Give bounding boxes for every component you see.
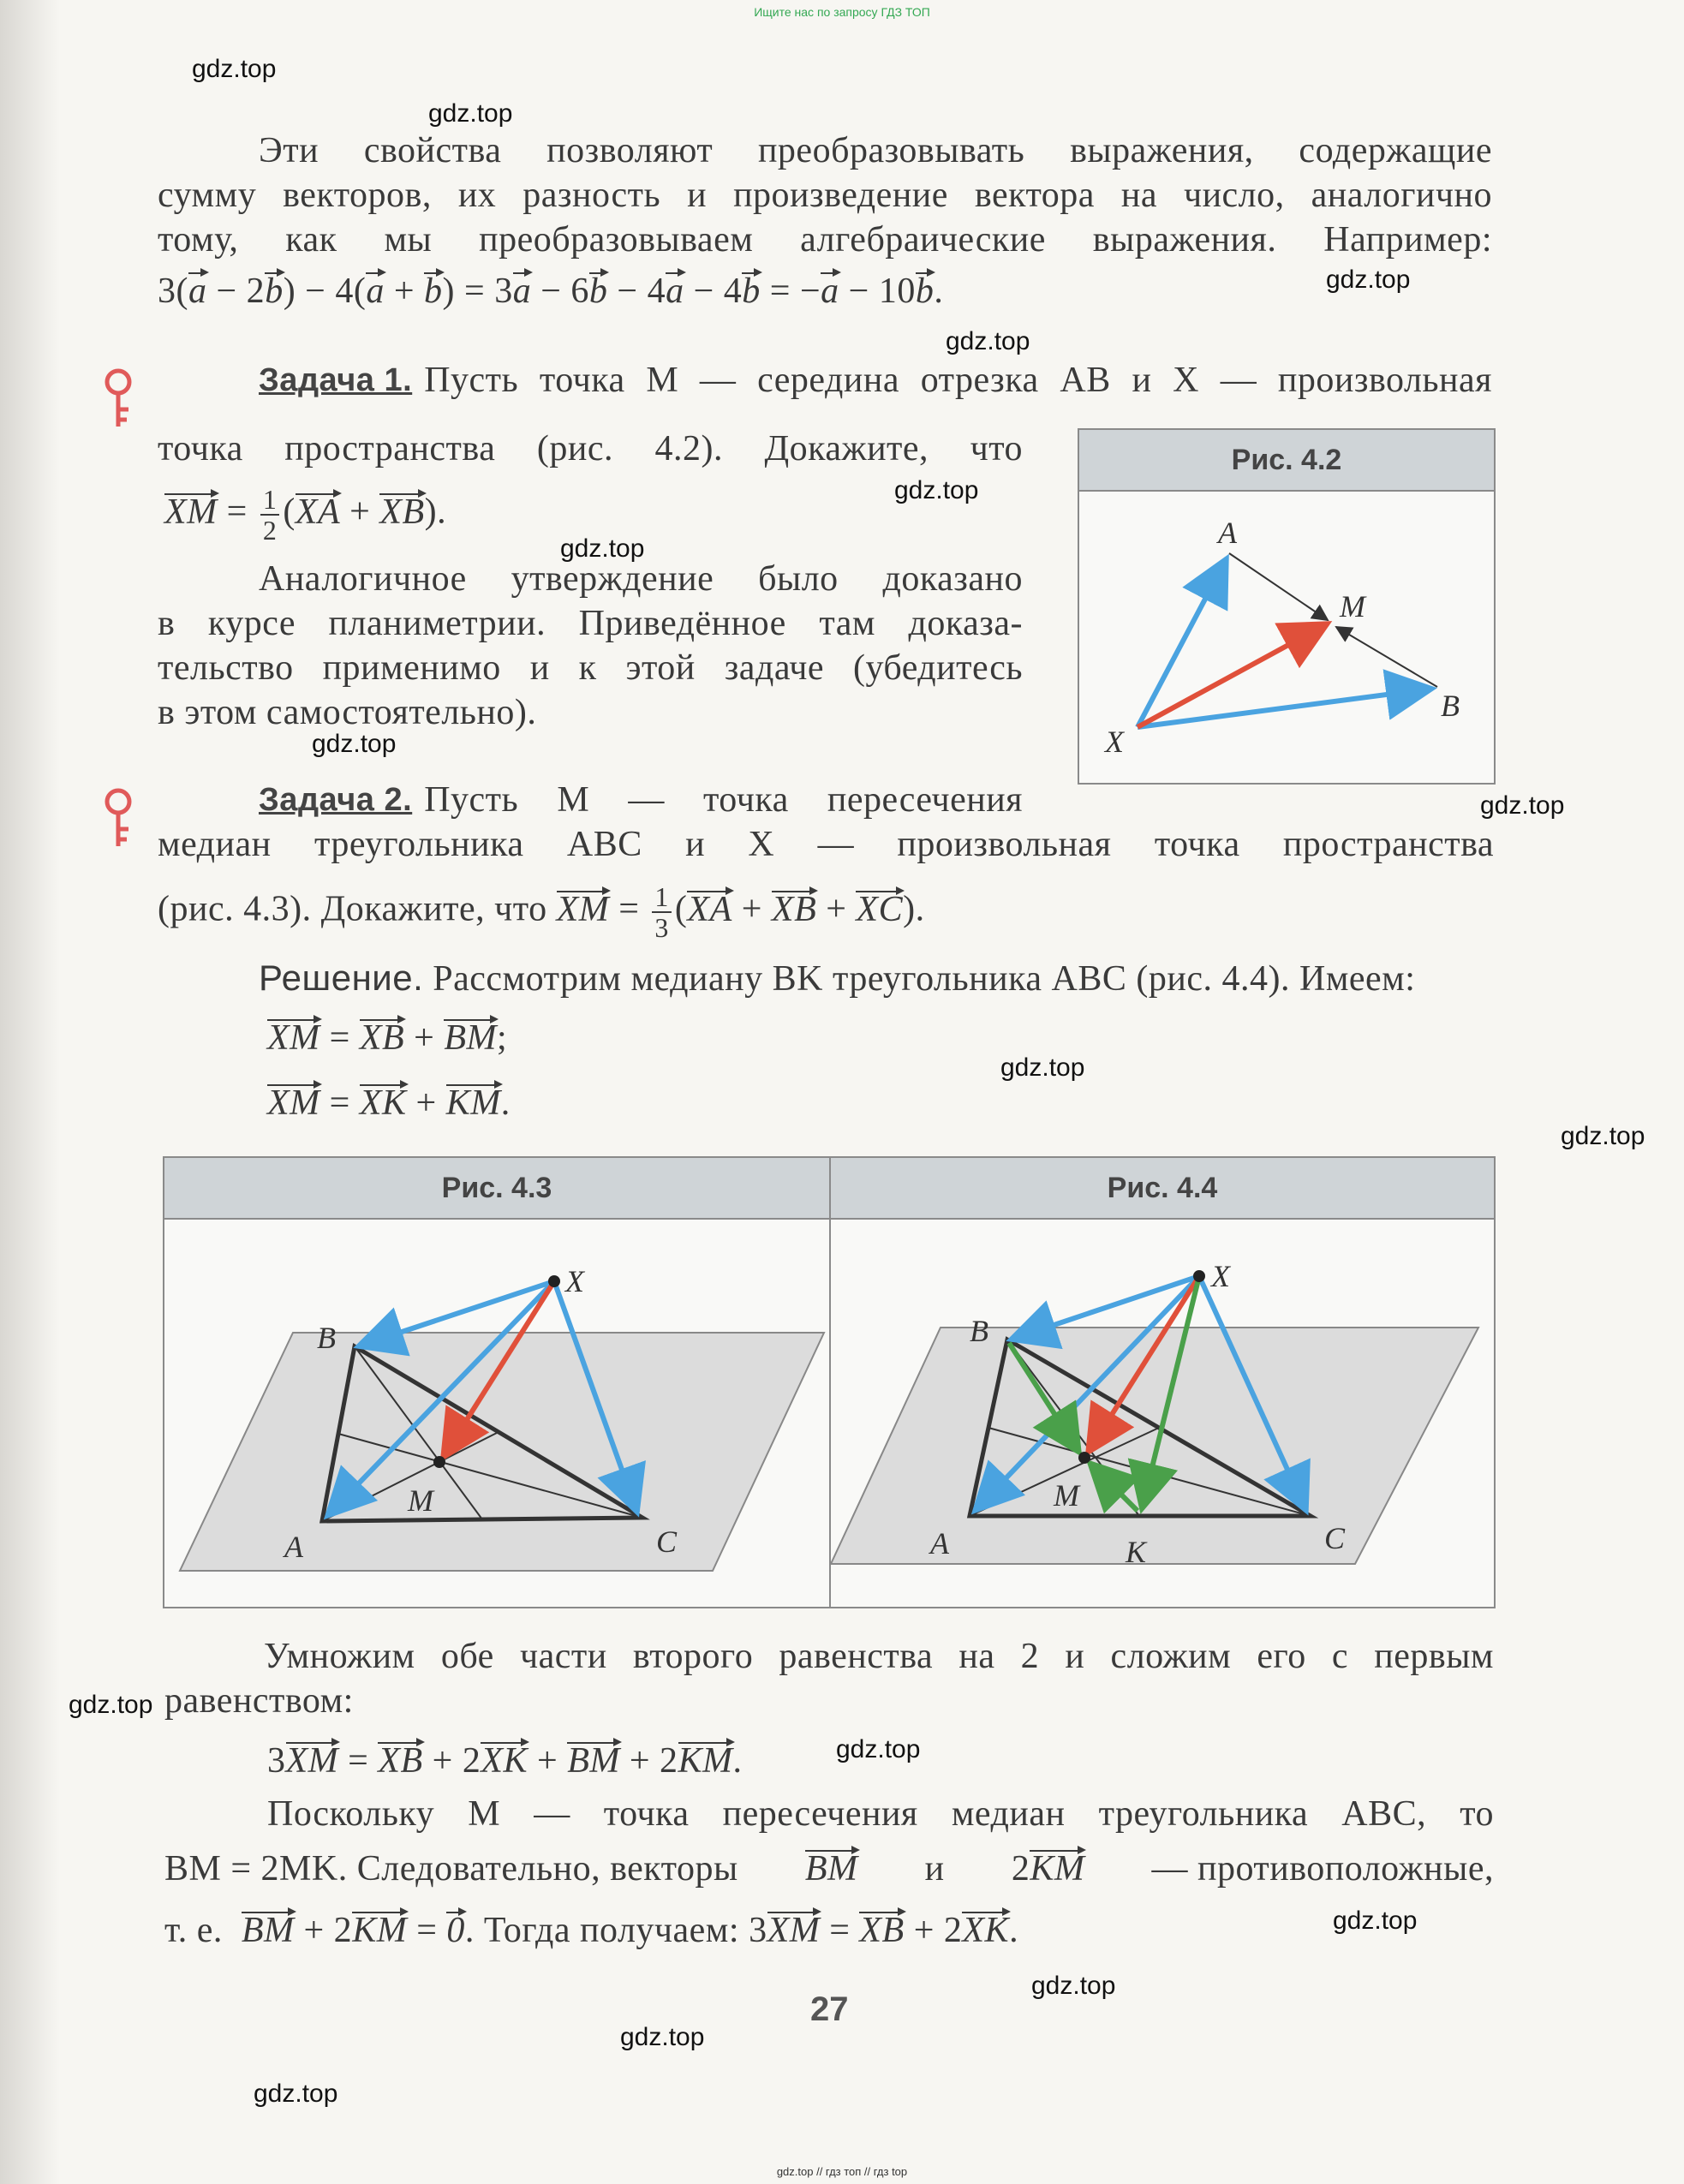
paragraph-line-final: т. е. BM + 2KM = 0. Тогда получаем: 3XM = XB + 2XK. [164,1908,1018,1953]
vec-bm: BM [805,1847,858,1891]
watermark: gdz.top [192,55,277,83]
point-m [433,1456,445,1468]
solution-text: Рассмотрим медиану BK треугольника ABC (рис. 4.4). Имеем: [433,959,1416,999]
label-b: B [970,1314,988,1348]
paragraph-line: равенством: [164,1681,354,1721]
key-icon [96,786,144,851]
watermark: gdz.top [1333,1907,1418,1935]
watermark: gdz.top [69,1691,153,1719]
solution-label: Решение. [259,958,424,998]
line4-and: и [924,1849,945,1889]
vector-bm [1336,627,1437,687]
page-binding-shadow [0,0,60,2184]
equation-1: XM = XB + BM; [267,1016,507,1060]
line5-mid: Тогда получаем: [483,1911,740,1950]
paragraph-line: Эти свойства позволяют преобразовывать выражения, содержащие [259,131,1492,170]
paragraph-line: тому, как мы преобразовываем алгебраические выражения. Например: [158,220,1492,260]
label-m: M [1340,589,1365,624]
key-icon [96,367,144,432]
task2-statement: Пусть M — точка пересечения [424,780,1023,820]
figures-4-3-4-4 [163,1156,1496,1608]
task1-line2: точка пространства (рис. 4.2). Докажите, что [158,429,1023,468]
label-c: C [1324,1521,1346,1555]
figure-4-3-drawing [164,1220,829,1607]
label-c: C [656,1525,678,1559]
paragraph-line: сумму векторов, их разность и произведение вектора на число, аналогично [158,176,1492,215]
label-a: A [1218,516,1237,550]
figure-4-2 [1078,428,1496,785]
label-x: X [1211,1259,1230,1293]
line5-start: т. е. [164,1911,223,1950]
label-b: B [1441,689,1460,723]
task2-line2: медиан треугольника ABC и X — произвольная точка пространства [158,825,1494,864]
line4-start: BM = 2MK. Следовательно, векторы [164,1849,738,1889]
watermark: gdz.top [1480,791,1565,820]
figure-4-4-drawing [831,1220,1494,1607]
task2-line3-text: (рис. 4.3). Докажите, что [158,889,547,929]
label-x: X [565,1264,584,1298]
figure-4-2-drawing [1079,492,1494,783]
task2-line3: (рис. 4.3). Докажите, что XM = $\frac{1}{3}$ (XA + XB + XC). [158,881,925,943]
watermark: gdz.top [1326,266,1411,294]
task1-formula: XM = $\frac{1}{2}$ (XA + XB). [164,484,447,546]
point-x [548,1275,560,1287]
figure-caption: Рис. 4.3 [164,1158,831,1220]
equation-3: 3XM = XB + 2XK + BM + 2KM. [267,1739,743,1783]
watermark: gdz.top [1031,1972,1116,2000]
watermark: gdz.top [894,476,979,504]
task2-line1 [259,778,1023,822]
point-m [1078,1452,1090,1464]
task1-para-line: в курсе планиметрии. Приведённое там доказа- [158,604,1023,643]
point-x [1193,1270,1205,1282]
label-m: M [1054,1478,1079,1513]
page-number: 27 [810,1990,849,2028]
figure-caption: Рис. 4.4 [831,1158,1494,1220]
label-a: A [284,1530,303,1564]
label-k: K [1126,1535,1147,1569]
task1-para-line: в этом самостоятельно). [158,693,537,732]
task2-label: Задача 2. [259,782,413,818]
label-m: M [408,1483,433,1518]
line4-end: — противоположные, [1151,1849,1494,1889]
paragraph-line-vectors [164,1847,1494,1891]
task1-line1 [259,358,1492,403]
task1-label: Задача 1. [259,362,413,398]
plane [831,1328,1478,1564]
watermark: gdz.top [620,2023,705,2051]
task1-para-line: Аналогичное утверждение было доказано [259,559,1023,599]
header-note: Ищите нас по запросу ГДЗ ТОП [754,5,930,19]
vector-am [1229,553,1328,620]
figure-caption: Рис. 4.2 [1079,430,1494,492]
watermark: gdz.top [312,730,397,758]
vector-xb [1138,689,1432,727]
task1-statement: Пусть точка M — середина отрезка AB и X — произвольная [424,361,1492,400]
solution-line1 [259,956,1415,1001]
watermark: gdz.top [254,2080,338,2108]
watermark: gdz.top [560,534,645,563]
equation-2: XM = XK + KM. [267,1081,511,1125]
formula-example: 3(a − 2b) − 4(a + b) = 3a − 6b − 4a − 4b = −a − 10b. [158,269,943,313]
watermark: gdz.top [836,1735,921,1763]
label-x: X [1105,725,1124,759]
footer-note: gdz.top // гдз топ // гдз top [776,2165,908,2178]
paragraph-line: Поскольку M — точка пересечения медиан треугольника ABC, то [267,1794,1494,1834]
watermark: gdz.top [428,99,513,128]
label-b: B [317,1321,336,1355]
watermark: gdz.top [946,327,1030,355]
watermark: gdz.top [1000,1053,1085,1082]
label-a: A [930,1526,949,1560]
task1-para-line: тельство применимо и к этой задаче (убедитесь [158,648,1023,688]
watermark: gdz.top [1561,1122,1645,1150]
vec-2km: 2KM [1012,1847,1085,1891]
paragraph-line: Умножим обе части второго равенства на 2 и сложим его с первым [264,1637,1494,1676]
